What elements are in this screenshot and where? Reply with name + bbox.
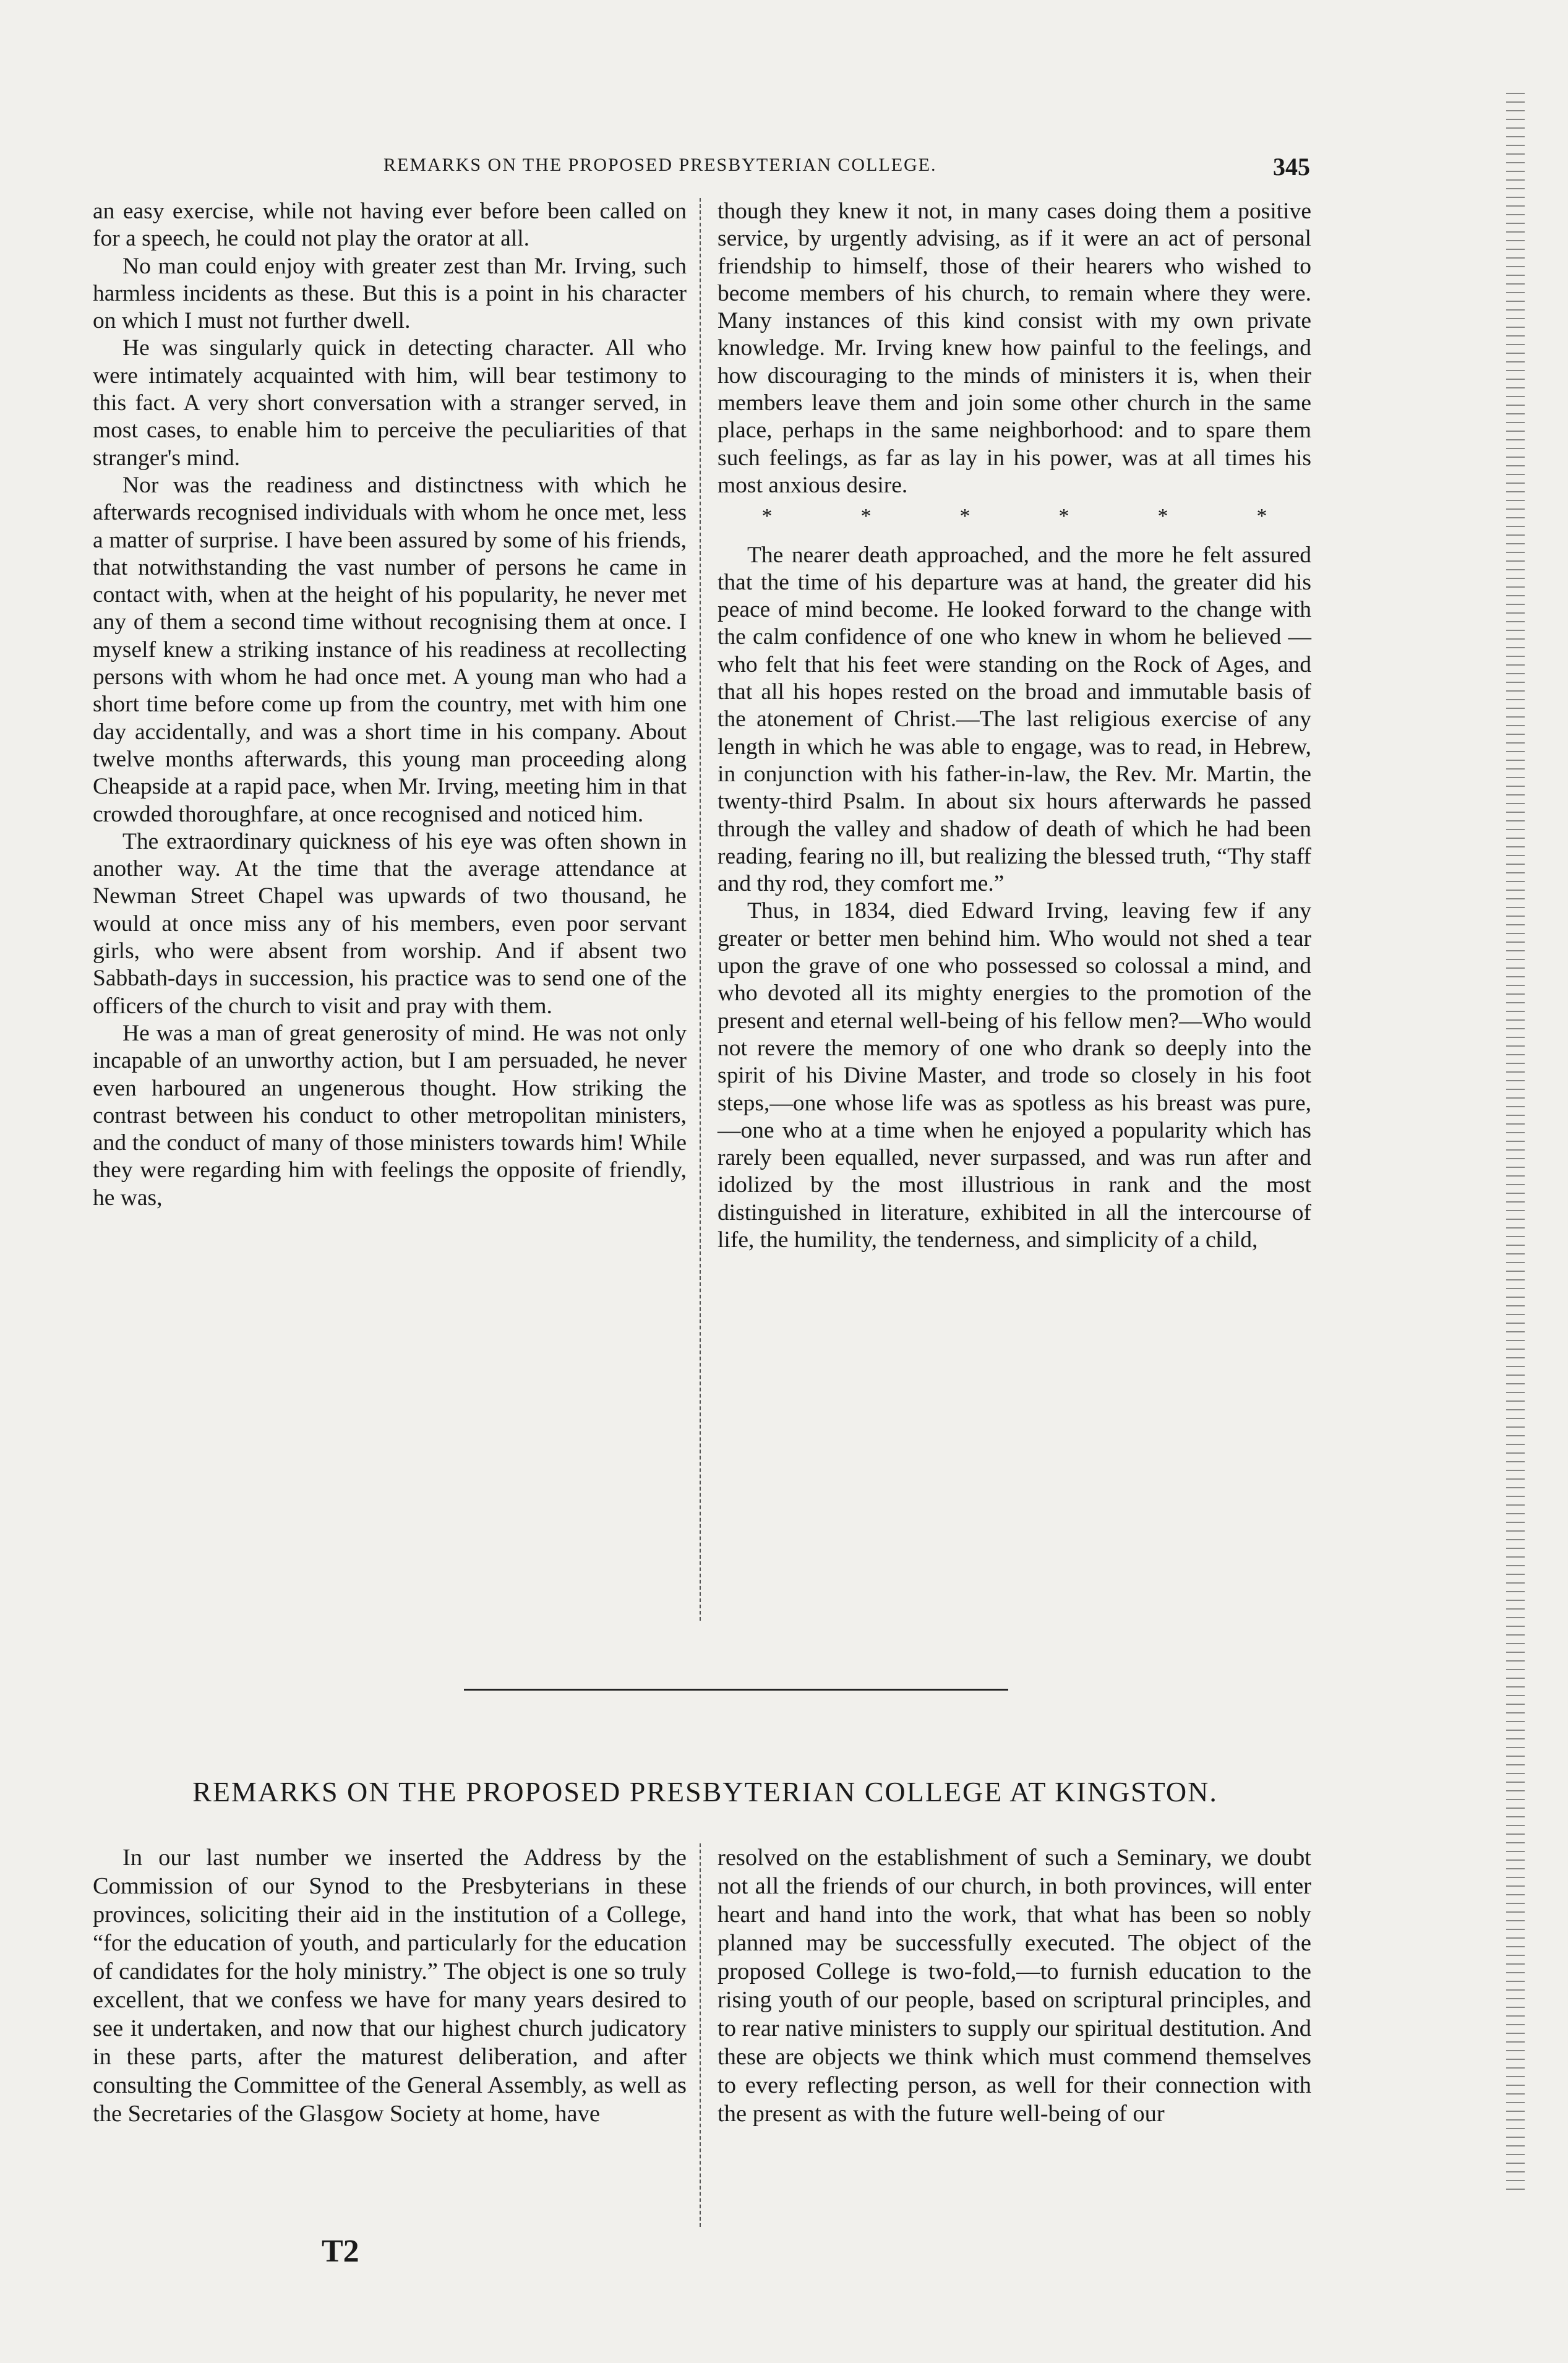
paragraph: The extraordinary quickness of his eye was often shown in another way. At the time that the average attendance at Newman Street Chapel was upwards of two thousand, he would at once miss any of his members, even poor servant girls, who were absent from worship. And if absent two Sabbath-days in succession, his practice was to send one of the officers of the church to visit and pray with them. <box>93 828 687 1019</box>
paragraph: Thus, in 1834, died Edward Irving, leaving few if any greater or better men behind him. Who would not shed a tear upon the grave of one who possessed so colossal a mind, and who devoted all its mighty energies to the promotion of the present and eternal well-being of his fellow men?—Who would not revere the memory of one who drank so deeply into the spirit of his Divine Master, and trode so closely in his foot steps,—one whose life was as spotless as his breast was pure,—one who at a time when he enjoyed a popularity which has rarely been equalled, never surpassed, and was run after and idolized by the most illustrious in rank and the most distinguished in literature, exhibited in all the intercourse of life, the humility, the tenderness, and simplicity of a child, <box>718 898 1311 1253</box>
paragraph: Nor was the readiness and distinctness with which he afterwards recognised individuals with whom he once met, less a matter of surprise. I have been assured by some of his friends, that notwithstanding the vast number of persons he came in contact with, when at the height of his popularity, he never met any of them a second time without recognising them at once. I myself knew a striking instance of his readiness at recollecting persons with whom he had once met. A young man who had a short time before come up from the country, met with him one day accidentally, and was a short time in his company. About twelve months afterwards, this young man proceeding along Cheapside at a rapid pace, when Mr. Irving, meeting him in that crowded thoroughfare, at once recognised and noticed him. <box>93 472 687 827</box>
section-title: REMARKS ON THE PROPOSED PRESBYTERIAN COLLEGE AT KINGSTON. <box>192 1776 1218 1808</box>
paragraph: No man could enjoy with greater zest than Mr. Irving, such harmless incidents as these. But this is a point in his character on which I must not further dwell. <box>93 253 687 334</box>
page-number: 345 <box>1273 153 1310 181</box>
paragraph: resolved on the establishment of such a Seminary, we doubt not all the friends of our church, in both provinces, will enter heart and hand into the work, that what has been so nobly planned may be successfully executed. The object of the proposed College is two-fold,—to furnish education to the rising youth of our people, based on scriptural principles, and to rear native ministers to supply our spiritual destitution. And these are objects we think which must commend themselves to every reflecting person, as well for their connection with the present as with the future well-being of our <box>718 1845 1311 2127</box>
asterisk: * <box>1157 505 1168 528</box>
paragraph: In our last number we inserted the Address by the Commission of our Synod to the Presbyterians in these provinces, soliciting their aid in the institution of a College, “for the education of youth, and particularly for the education of candidates for the holy ministry.” The object is one so truly excellent, that we confess we have for many years desired to see it undertaken, and now that our highest church judicatory in these parts, after the maturest deliberation, and after consulting the Committee of the General Assembly, as well as the Secretaries of the Glasgow Society at home, have <box>93 1845 687 2127</box>
signature-mark: T2 <box>322 2234 359 2269</box>
asterisk: * <box>1058 505 1069 528</box>
running-head <box>93 155 1317 186</box>
section-right-column <box>718 1843 1311 2128</box>
article-left-column <box>93 198 687 1212</box>
section-left-column <box>93 1843 687 2128</box>
article-right-column <box>718 198 1311 1254</box>
paragraph: The nearer death approached, and the more he felt assured that the time of his departure was at hand, the greater did his peace of mind become. He looked forward to the change with the calm confidence of one who knew in whom he believed —who felt that his feet were standing on the Rock of Ages, and that all his hopes rested on the broad and immutable basis of the atonement of Christ.—The last religious exercise of any length in which he was able to engage, was to read, in Hebrew, in conjunction with his father-in-law, the Rev. Mr. Martin, the twenty-third Psalm. In about six hours afterwards he passed through the valley and shadow of death of which he had been reading, fearing no ill, but realizing the blessed truth, “Thy staff and thy rod, they comfort me.” <box>718 542 1311 897</box>
section-break-asterisks <box>718 503 1311 530</box>
column-divider <box>700 198 701 1621</box>
section-rule <box>464 1689 1008 1691</box>
paragraph: He was singularly quick in detecting character. All who were intimately acquainted with him, will bear testimony to this fact. A very short conversation with a stranger served, in most cases, to enable him to perceive the peculiarities of that stranger's mind. <box>93 335 687 471</box>
paragraph: an easy exercise, while not having ever before been called on for a speech, he could not play the orator at all. <box>93 199 687 252</box>
asterisk: * <box>959 505 970 528</box>
asterisk: * <box>1256 505 1267 528</box>
asterisk: * <box>860 505 872 528</box>
scan-edge <box>1506 93 1525 2196</box>
paragraph: He was a man of great generosity of mind. He was not only incapable of an unworthy action, but I am persuaded, he never even harboured an ungenerous thought. How striking the contrast between his conduct to other metropolitan ministers, and the conduct of many of those ministers towards him! While they were regarding him with feelings the opposite of friendly, he was, <box>93 1020 687 1211</box>
running-title: REMARKS ON THE PROPOSED PRESBYTERIAN COLLEGE. <box>383 155 937 175</box>
paragraph: though they knew it not, in many cases doing them a positive service, by urgently advising, as if it were an act of personal friendship to himself, those of their hearers who wished to become members of his church, to remain where they were. Many instances of this kind consist with my own private knowledge. Mr. Irving knew how painful to the feelings, and how discouraging to the minds of ministers it is, when their members leave them and join some other church in the same place, perhaps in the same neighborhood: and to spare them such feelings, as far as lay in his power, was at all times his most anxious desire. <box>718 199 1311 498</box>
column-divider <box>700 1843 701 2227</box>
asterisk: * <box>761 505 773 528</box>
page-content <box>93 130 1317 2269</box>
